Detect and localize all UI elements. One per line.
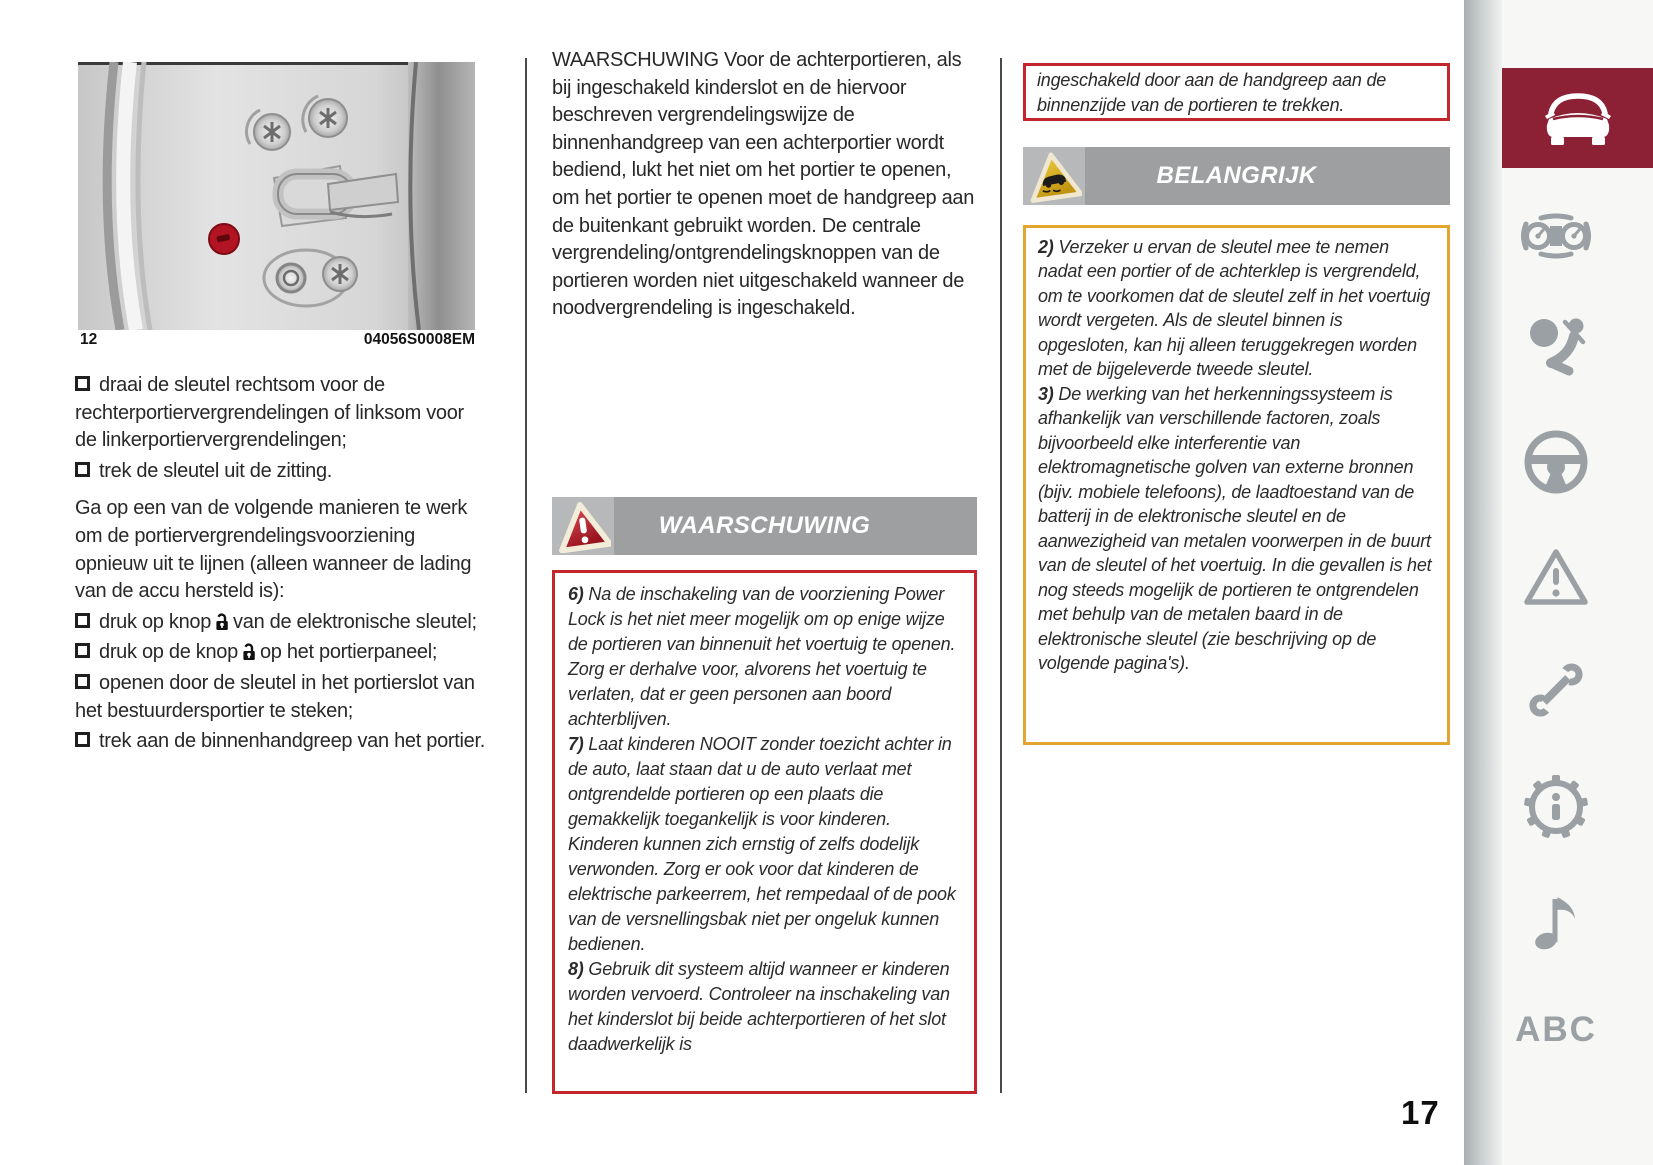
square-bullet-icon xyxy=(75,643,90,658)
column-divider xyxy=(1000,58,1002,1093)
instrument-cluster-icon[interactable] xyxy=(1519,213,1593,259)
unlock-icon xyxy=(241,643,257,661)
gear-info-icon[interactable] xyxy=(1521,772,1591,842)
column-divider xyxy=(525,58,527,1093)
page-number: 17 xyxy=(1401,1094,1440,1131)
list-item: draai de sleutel rechtsom voor de rechterportiervergrendelingen of linksom voor de linkerportiervergrendelingen; xyxy=(75,374,464,452)
list-item: openen door de sleutel in het portierslot van het bestuurdersportier te steken; xyxy=(75,671,475,722)
column-middle xyxy=(552,47,976,326)
steering-wheel-icon[interactable] xyxy=(1523,429,1589,495)
list-item: druk op de knop op het portierpaneel; xyxy=(75,639,487,667)
music-note-icon[interactable] xyxy=(1533,889,1579,951)
sidebar-item-car-active[interactable] xyxy=(1502,68,1653,168)
list-item: trek de sleutel uit de zitting. xyxy=(75,458,487,486)
warning-header-bar xyxy=(552,497,977,555)
page-curl-shadow xyxy=(1464,0,1502,1165)
square-bullet-icon xyxy=(75,674,90,689)
important-title: BELANGRIJK xyxy=(1156,162,1317,189)
abc-glossary-tab[interactable]: ABC xyxy=(1515,1010,1597,1049)
list-item: trek aan de binnenhandgreep van het portier. xyxy=(75,728,487,756)
list-item: druk op knop van de elektronische sleutel; xyxy=(75,609,487,637)
square-bullet-icon xyxy=(75,613,90,628)
square-bullet-icon xyxy=(75,732,90,747)
car-front-icon xyxy=(1539,89,1617,147)
warning-title: WAARSCHUWING xyxy=(658,512,871,539)
unlock-icon xyxy=(214,613,230,631)
paragraph: Ga op een van de volgende manieren te werk om de portiervergrendelingsvoorziening opnieuw uit te lijnen (alleen wanneer de lading van de accu hersteld is): xyxy=(75,497,472,603)
door-lock-photo xyxy=(78,62,475,330)
warning-continuation-box: ingeschakeld door aan de handgreep aan de binnenzijde van de portieren te trekken. xyxy=(1023,63,1450,121)
figure-caption xyxy=(80,331,475,349)
column-left xyxy=(75,372,487,759)
figure-code: 04056S0008EM xyxy=(363,331,475,348)
airbag-icon[interactable] xyxy=(1521,312,1591,382)
warning-paragraph: WAARSCHUWING Voor de achterportieren, als bij ingeschakeld kinderslot en de hiervoor beschreven vergrendelingswijze de binnenhandgreep van een achterportier wordt bediend, lukt het niet om het portier te openen, om het portier te openen moet de handgreep aan de buitenkant gebruikt worden. De centrale vergrendeling/ontgrendelingsknoppen van de portieren worden niet uitgeschakeld wanneer de noodvergrendeling is ingeschakeld. xyxy=(552,49,975,320)
warning-box: 6) Na de inschakeling van de voorziening Power Lock is het niet meer mogelijk om op enige wijze de portieren van binnenuit het voertuig te openen. Zorg er derhalve voor, alvorens het voertuig te verlaten, dat er geen personen aan boord achterblijven. 7) Laat kinderen NOOIT zonder toezicht achter in de auto, laat staan dat u de auto verlaat met ontgrendelde portieren op een plaats die gemakkelijk toegankelijk is voor kinderen. Kinderen kunnen zich ernstig of zelfs dodelijk verwonden. Zorg er ook voor dat kinderen de elektrische parkeerrem, het rempedaal of de pook van de versnellingsbak niet per ongeluk kunnen bedienen. 8) Gebruik dit systeem altijd wanneer er kinderen worden vervoerd. Controleer na inschakeling van het kinderslot bij beide achterportieren of het slot daadwerkelijk is xyxy=(552,570,977,1094)
important-header-bar xyxy=(1023,147,1450,205)
wrench-icon[interactable] xyxy=(1524,658,1588,722)
square-bullet-icon xyxy=(75,462,90,477)
important-box: 2) Verzeker u ervan de sleutel mee te nemen nadat een portier of de achterklep is vergrendeld, om te voorkomen dat de sleutel zelf in het voertuig wordt vergeten. Als de sleutel binnen is opgesloten, kan hij alleen teruggekregen worden met de bijgeleverde tweede sleutel. 3) De werking van het herkenningssysteem is afhankelijk van verschillende factoren, zoals bijvoorbeeld elke interferentie van elektromagnetische golven van externe bronnen (bijv. mobiele telefoons), de laadtoestand van de batterij in de elektronische sleutel en de aanwezigheid van metalen voorwerpen in de buurt van de sleutel of het voertuig. In die gevallen is het nog steeds mogelijk de portieren te ontgrendelen met behulp van de metalen baard in de elektronische sleutel (zie beschrijving op de volgende pagina's). xyxy=(1023,225,1450,745)
square-bullet-icon xyxy=(75,376,90,391)
warning-triangle-icon[interactable] xyxy=(1523,547,1589,607)
figure-number: 12 xyxy=(80,331,98,348)
